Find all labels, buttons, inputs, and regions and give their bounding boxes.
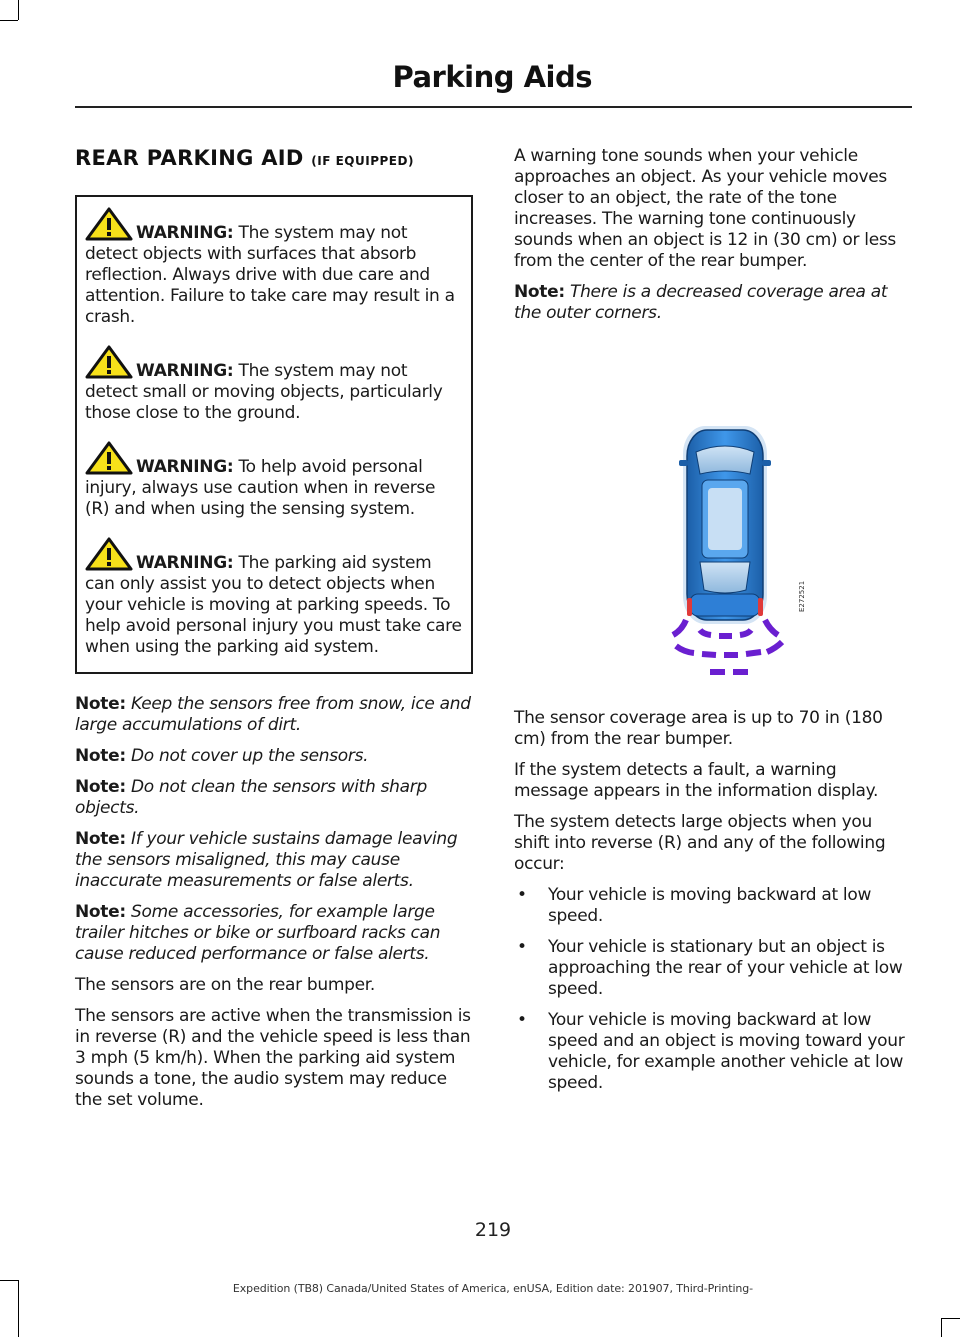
warning-item [85,441,463,520]
note-label: Note: [75,694,126,714]
note-text: Do not cover up the sensors. [130,746,369,766]
list-item [514,885,912,927]
note-paragraph [75,746,473,767]
car-sensor-illustration [514,354,912,684]
left-column [75,146,473,1121]
warning-label: WARNING: [136,553,234,573]
sensor-arcs [673,620,782,672]
body-paragraph: The system detects large objects when you shift into reverse (R) and any of the following occur: [514,812,886,874]
warning-triangle-icon [85,441,133,475]
warning-text: The system may not detect objects with surfaces that absorb reflection. Always drive with due care and attention. Failure to take care may result in a crash. [85,223,455,327]
warning-item [85,537,463,658]
conditions-list [514,885,912,1094]
page-number: 219 [474,1219,512,1241]
footer-edition: Expedition (TB8) Canada/United States of America, enUSA, Edition date: 201907, Third-Printing- [232,1282,754,1295]
warning-text: The system may not detect small or moving objects, particularly those close to the ground. [85,361,443,423]
body-paragraph: The sensors are active when the transmission is in reverse (R) and the vehicle speed is less than 3 mph (5 km/h). When the parking aid system sounds a tone, the audio system may reduce the set volume. [75,1006,471,1110]
warning-item [85,207,463,328]
warning-box [75,195,473,674]
section-title-equipped: (IF EQUIPPED) [311,154,414,168]
body-paragraph: If the system detects a fault, a warning message appears in the information display. [514,760,879,801]
note-text: If your vehicle sustains damage leaving the sensors misaligned, this may cause inaccurate measurements or false alerts. [75,829,458,891]
note-paragraph [75,902,473,965]
list-item-text: Your vehicle is stationary but an object is approaching the rear of your vehicle at low speed. [548,937,903,999]
note-text: There is a decreased coverage area at the outer corners. [514,282,888,323]
warning-label: WARNING: [136,361,234,381]
bullet-glyph: • [517,885,527,905]
list-item-text: Your vehicle is moving backward at low speed and an object is moving toward your vehicle, for example another vehicle at low speed. [548,1010,905,1093]
figure-label: E272521 [798,580,806,612]
note-paragraph [514,282,912,324]
crop-mark [941,1318,942,1337]
crop-mark [941,1318,960,1319]
note-text: Do not clean the sensors with sharp objects. [75,777,427,818]
warning-triangle-icon [85,537,133,571]
body-paragraph: The sensors are on the rear bumper. [75,975,375,995]
body-paragraph: The sensor coverage area is up to 70 in (180 cm) from the rear bumper. [514,708,883,749]
warning-triangle-icon [85,207,133,241]
list-item-text: Your vehicle is moving backward at low speed. [548,885,872,926]
body-paragraph: A warning tone sounds when your vehicle approaches an object. As your vehicle moves closer to an object, the rate of the tone increases. The warning tone continuously sounds when an object is 12 in (30 cm) or less from the center of the rear bumper. [514,146,896,271]
warning-item [85,345,463,424]
warning-text: The parking aid system can only assist you to detect objects when your vehicle is moving at parking speeds. To help avoid personal injury you must take care when using the parking aid system. [85,553,462,657]
note-label: Note: [75,746,126,766]
section-title-text: REAR PARKING AID [75,146,304,170]
vehicle-icon [679,426,771,624]
note-label: Note: [75,829,126,849]
bullet-glyph: • [517,1010,527,1030]
note-label: Note: [514,282,565,302]
page-header-title: Parking Aids [392,60,592,94]
header-divider [75,106,912,108]
note-text: Some accessories, for example large trailer hitches or bike or surfboard racks can cause reduced performance or false alerts. [75,902,441,964]
warning-label: WARNING: [136,223,234,243]
note-label: Note: [75,777,126,797]
crop-mark [0,1280,18,1281]
warning-text: To help avoid personal injury, always use caution when in reverse (R) and when using the sensing system. [85,457,436,519]
note-paragraph [75,777,473,819]
crop-mark [18,0,19,20]
warning-label: WARNING: [136,457,234,477]
note-text: Keep the sensors free from snow, ice and large accumulations of dirt. [75,694,471,735]
section-title [75,146,473,170]
list-item [514,937,912,1000]
bullet-glyph: • [517,937,527,957]
note-paragraph [75,694,473,736]
list-item [514,1010,912,1094]
warning-triangle-icon [85,345,133,379]
right-column [514,146,912,1104]
note-paragraph [75,829,473,892]
note-label: Note: [75,902,126,922]
parking-sensor-figure [514,354,912,684]
crop-mark [0,20,18,21]
